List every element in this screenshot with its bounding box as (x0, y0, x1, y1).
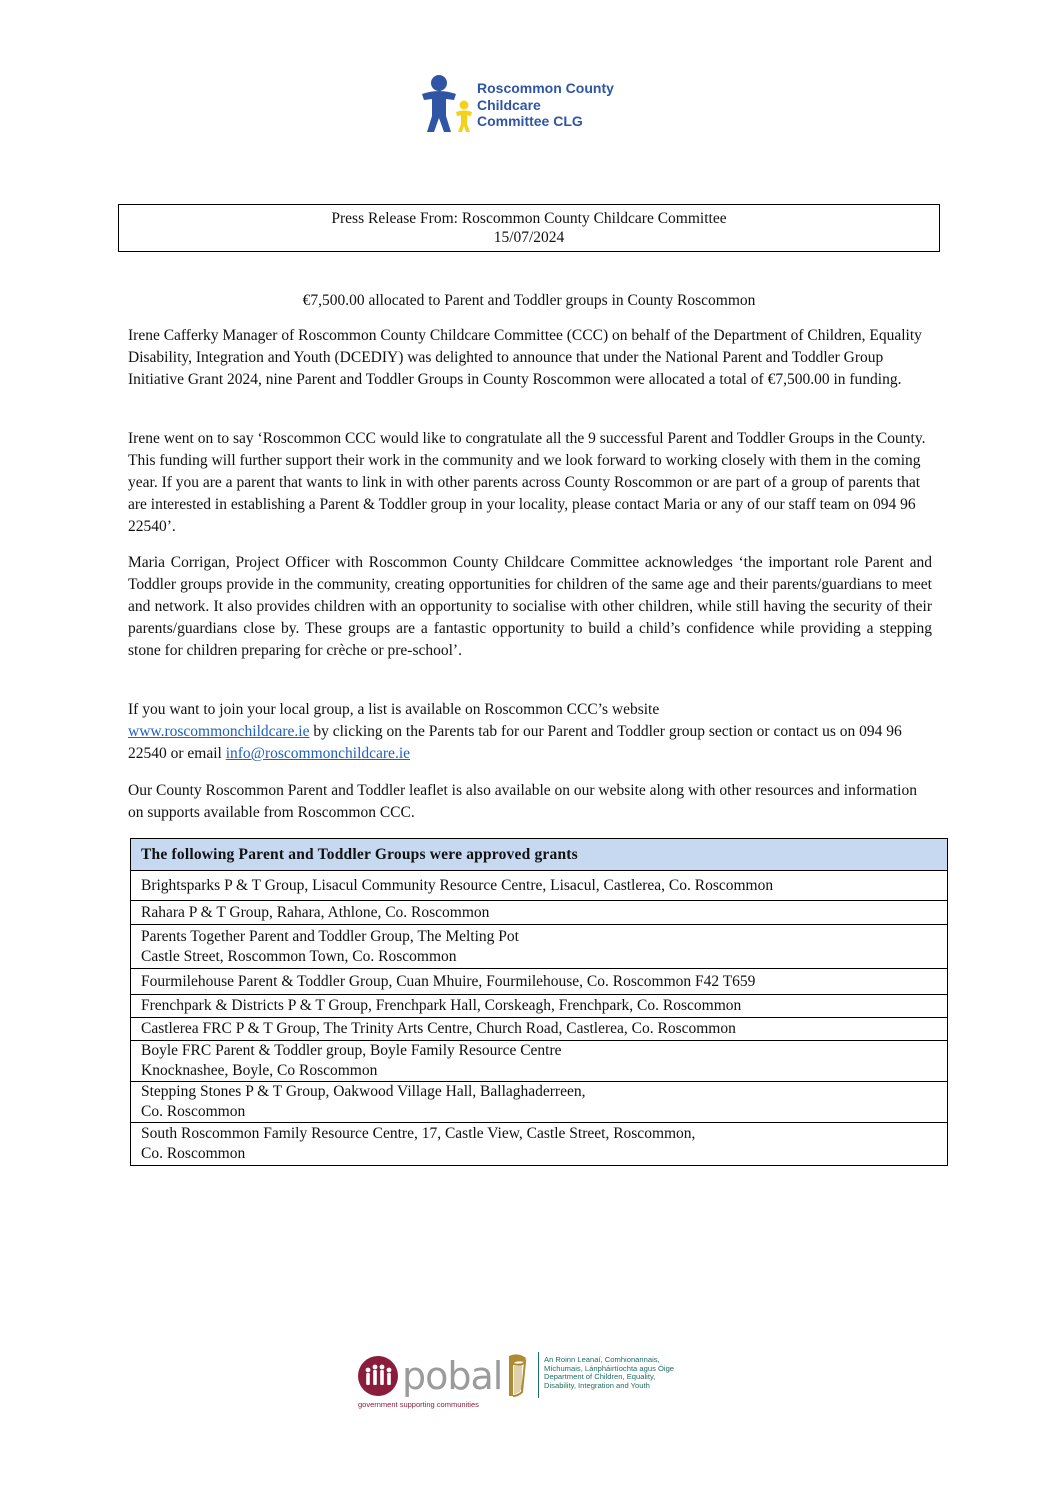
table-row (131, 901, 948, 925)
paragraph-4 (128, 699, 932, 765)
row-line-1: Boyle FRC Parent & Toddler group, Boyle Family Resource Centre (141, 1042, 562, 1059)
row-line-2: Co. Roscommon (141, 1145, 246, 1162)
row-line-2: Castle Street, Roscommon Town, Co. Roscommon (141, 947, 457, 965)
dept-line-1: An Roinn Leanaí, Comhionannais, (544, 1355, 660, 1364)
table-row (131, 969, 948, 995)
table-row (131, 925, 948, 969)
table-header-row (131, 839, 948, 871)
pobal-wordmark: pobal (402, 1354, 503, 1398)
press-release-box (118, 204, 940, 252)
row-line-1: Rahara P & T Group, Rahara, Athlone, Co. Roscommon (141, 903, 490, 921)
harp-icon (504, 1352, 530, 1400)
row-line-1: Brightsparks P & T Group, Lisacul Community Resource Centre, Lisacul, Castlerea, Co. Roscommon (141, 876, 774, 894)
press-release-from: Press Release From: Roscommon County Childcare Committee (331, 210, 727, 227)
row-line-1: Stepping Stones P & T Group, Oakwood Village Hall, Ballaghaderreen, (141, 1083, 586, 1100)
paragraph-4-middle: by clicking on the Parents tab for our Parent and Toddler group section or contact us on 094 96 22540 or email (128, 723, 902, 762)
footer-logos (356, 1352, 696, 1412)
row-line-1: Fourmilehouse Parent & Toddler Group, Cuan Mhuire, Fourmilehouse, Co. Roscommon F42 T659 (141, 972, 756, 990)
row-line-2: Co. Roscommon (141, 1103, 246, 1120)
dept-divider (538, 1352, 539, 1398)
table-row (131, 1041, 948, 1082)
paragraph-1: Irene Cafferky Manager of Roscommon County Childcare Committee (CCC) on behalf of the Department of Children, Equality Disability, Integration and Youth (DCEDIY) was delighted to announce that under the National Parent and Toddler Group Initiative Grant 2024, nine Parent and Toddler Groups in County Roscommon were allocated a total of €7,500.00 in funding. (128, 327, 922, 388)
logo-line-2: Childcare (477, 96, 541, 113)
pobal-people-icon (356, 1354, 400, 1400)
email-link[interactable]: info@roscommonchildcare.ie (225, 745, 411, 762)
logo-line-3: Committee CLG (477, 113, 583, 129)
dept-line-2: Míchumais, Lánpháirtíochta agus Óige (544, 1363, 675, 1373)
table-row (131, 1123, 948, 1166)
family-figures-icon (418, 72, 478, 136)
website-link[interactable]: www.roscommonchildcare.ie (128, 723, 310, 740)
table-header: The following Parent and Toddler Groups were approved grants (131, 839, 948, 871)
pobal-tagline: government supporting communities (358, 1400, 479, 1409)
groups-table (130, 838, 948, 1166)
row-line-1: Castlerea FRC P & T Group, The Trinity Arts Centre, Church Road, Castlerea, Co. Roscommon (141, 1020, 736, 1037)
committee-logo (418, 72, 648, 136)
paragraph-4-start: If you want to join your local group, a list is available on Roscommon CCC’s website (128, 701, 660, 718)
row-line-1: South Roscommon Family Resource Centre, 17, Castle View, Castle Street, Roscommon, (141, 1125, 696, 1142)
row-line-1: Parents Together Parent and Toddler Group, The Melting Pot (141, 927, 519, 945)
row-line-1: Frenchpark & Districts P & T Group, Frenchpark Hall, Corskeagh, Frenchpark, Co. Roscommon (141, 997, 742, 1014)
paragraph-3: Maria Corrigan, Project Officer with Roscommon County Childcare Committee acknowledges ‘the important role Parent and Toddler groups provide in the community, creating opportunities for children of the same age and their parents/guardians to meet and network. It also provides children with an opportunity to socialise with other children, while still having the security of their parents/guardians close by. These groups are a fantastic opportunity to build a child’s confidence while providing a stepping stone for children preparing for crèche or pre-school’. (128, 554, 932, 659)
paragraph-5: Our County Roscommon Parent and Toddler leaflet is also available on our website along with other resources and information on supports available from Roscommon CCC. (128, 782, 917, 821)
table-row (131, 1082, 948, 1123)
press-release-date: 15/07/2024 (493, 229, 565, 246)
department-name (544, 1356, 674, 1390)
table-row (131, 995, 948, 1018)
table-row (131, 871, 948, 901)
dept-line-4: Disability, Integration and Youth (544, 1380, 650, 1390)
paragraph-2: Irene went on to say ‘Roscommon CCC would like to congratulate all the 9 successful Parent and Toddler Groups in the County. This funding will further support their work in the community and we look forward to working closely with them in the coming year. If you are a parent that wants to link in with other parents across County Roscommon or are part of a group of parents that are interested in establishing a Parent & Toddler group in your locality, please contact Maria or any of our staff team on 094 96 22540’. (128, 430, 926, 535)
table-row (131, 1018, 948, 1041)
headline: €7,500.00 allocated to Parent and Toddler groups in County Roscommon (302, 292, 756, 309)
logo-line-1: Roscommon County (477, 80, 614, 96)
dept-line-3: Department of Children, Equality, (544, 1372, 656, 1382)
row-line-2: Knocknashee, Boyle, Co Roscommon (141, 1062, 378, 1079)
